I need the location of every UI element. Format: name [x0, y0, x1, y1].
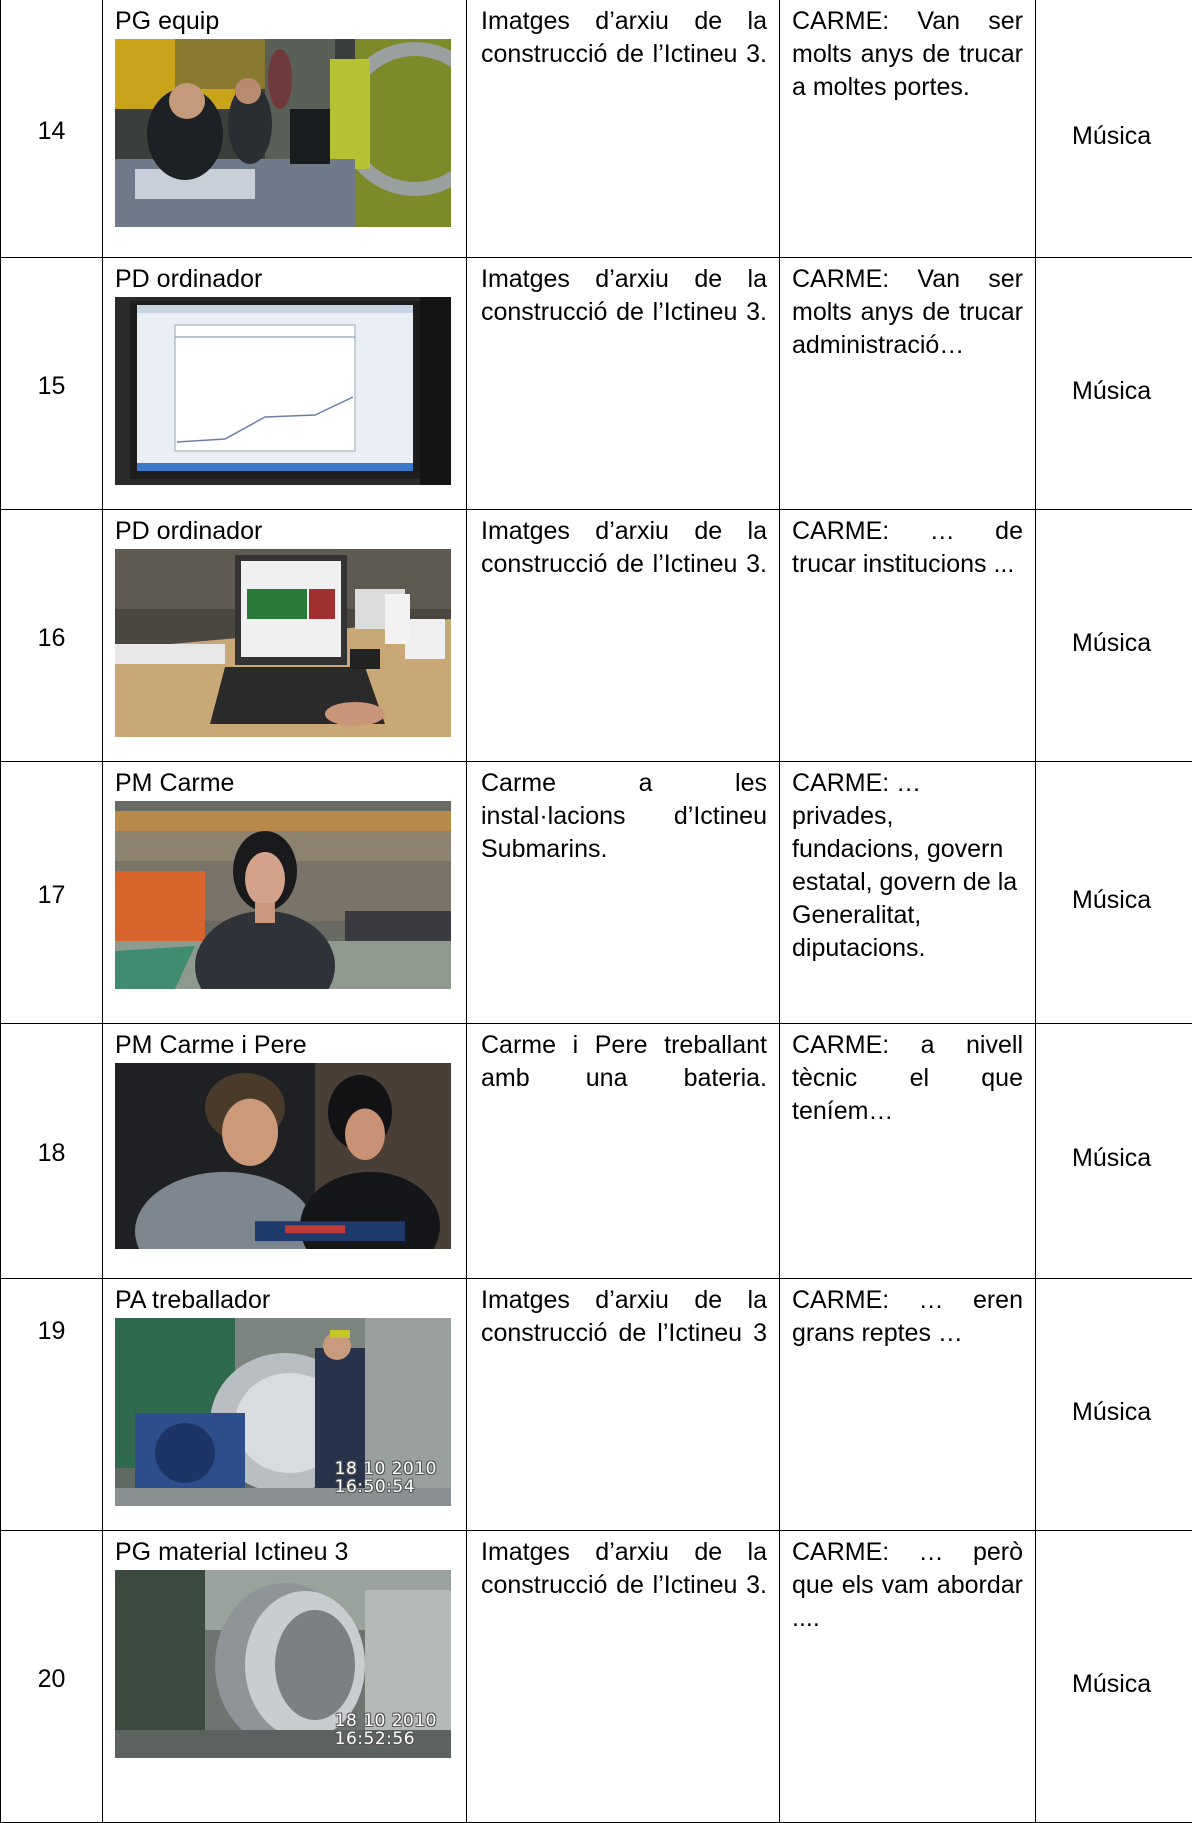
table-row — [1, 1023, 1192, 1278]
shot-type: PM Carme — [115, 767, 454, 800]
table-row — [1, 1278, 1192, 1530]
scene-description: Imatges d’arxiu de la construcció de l’Ictineu 3. — [467, 257, 780, 509]
shot-type: PM Carme i Pere — [115, 1029, 454, 1062]
shot-number: 18 — [1, 1023, 103, 1278]
video-timestamp: 18 10 2010 16:52:56 — [335, 1712, 437, 1748]
video-timestamp: 18 10 2010 16:50:54 — [335, 1460, 437, 1496]
shot-number: 17 — [1, 761, 103, 1023]
shot-number: 15 — [1, 257, 103, 509]
shot-type: PD ordinador — [115, 515, 454, 548]
shot-number: 14 — [1, 0, 103, 257]
worker-sphere-photo — [115, 1318, 451, 1506]
carme-interview-photo — [115, 801, 451, 989]
shot-cell — [103, 1278, 467, 1530]
laptop-desk-photo — [115, 549, 451, 737]
dialogue-text: CARME: Van ser molts anys de trucar administració… — [780, 257, 1036, 509]
shot-number: 16 — [1, 509, 103, 761]
sound-cue: Música — [1036, 1278, 1192, 1530]
scene-description: Imatges d’arxiu de la construcció de l’Ictineu 3. — [467, 0, 780, 257]
sound-cue: Música — [1036, 1023, 1192, 1278]
shot-cell — [103, 1023, 467, 1278]
sound-cue: Música — [1036, 761, 1192, 1023]
team-workshop-photo — [115, 39, 451, 227]
shot-cell — [103, 509, 467, 761]
table-row — [1, 509, 1192, 761]
sound-cue: Música — [1036, 1530, 1192, 1822]
dialogue-text: CARME: … de trucar institucions ... — [780, 509, 1036, 761]
scene-description: Imatges d’arxiu de la construcció de l’Ictineu 3. — [467, 509, 780, 761]
shot-type: PG material Ictineu 3 — [115, 1536, 454, 1569]
table-row — [1, 761, 1192, 1023]
shot-number: 19 — [1, 1278, 103, 1530]
dialogue-text: CARME: … privades, fundacions, govern estatal, govern de la Generalitat, diputacions. — [780, 761, 1036, 1023]
dialogue-text: CARME: … però que els vam abordar .... — [780, 1530, 1036, 1822]
sound-cue: Música — [1036, 0, 1192, 257]
scene-description: Carme a les instal·lacions d’Ictineu Submarins. — [467, 761, 780, 1023]
shot-cell — [103, 257, 467, 509]
shot-cell — [103, 761, 467, 1023]
shot-type: PD ordinador — [115, 263, 454, 296]
carme-pere-battery-photo — [115, 1063, 451, 1249]
scene-description: Imatges d’arxiu de la construcció de l’Ictineu 3 — [467, 1278, 780, 1530]
shot-type: PG equip — [115, 5, 454, 38]
shot-number: 20 — [1, 1530, 103, 1822]
dialogue-text: CARME: … eren grans reptes … — [780, 1278, 1036, 1530]
shot-cell — [103, 1530, 467, 1822]
shot-type: PA treballador — [115, 1284, 454, 1317]
table-row — [1, 257, 1192, 509]
dialogue-text: CARME: Van ser molts anys de trucar a moltes portes. — [780, 0, 1036, 257]
hull-ring-photo — [115, 1570, 451, 1758]
scene-description: Imatges d’arxiu de la construcció de l’Ictineu 3. — [467, 1530, 780, 1822]
table-row — [1, 0, 1192, 257]
sound-cue: Música — [1036, 509, 1192, 761]
scene-description: Carme i Pere treballant amb una bateria. — [467, 1023, 780, 1278]
dialogue-text: CARME: a nivell tècnic el que teníem… — [780, 1023, 1036, 1278]
table-row — [1, 1530, 1192, 1822]
sound-cue: Música — [1036, 257, 1192, 509]
shot-cell — [103, 0, 467, 257]
computer-screen-photo — [115, 297, 451, 485]
